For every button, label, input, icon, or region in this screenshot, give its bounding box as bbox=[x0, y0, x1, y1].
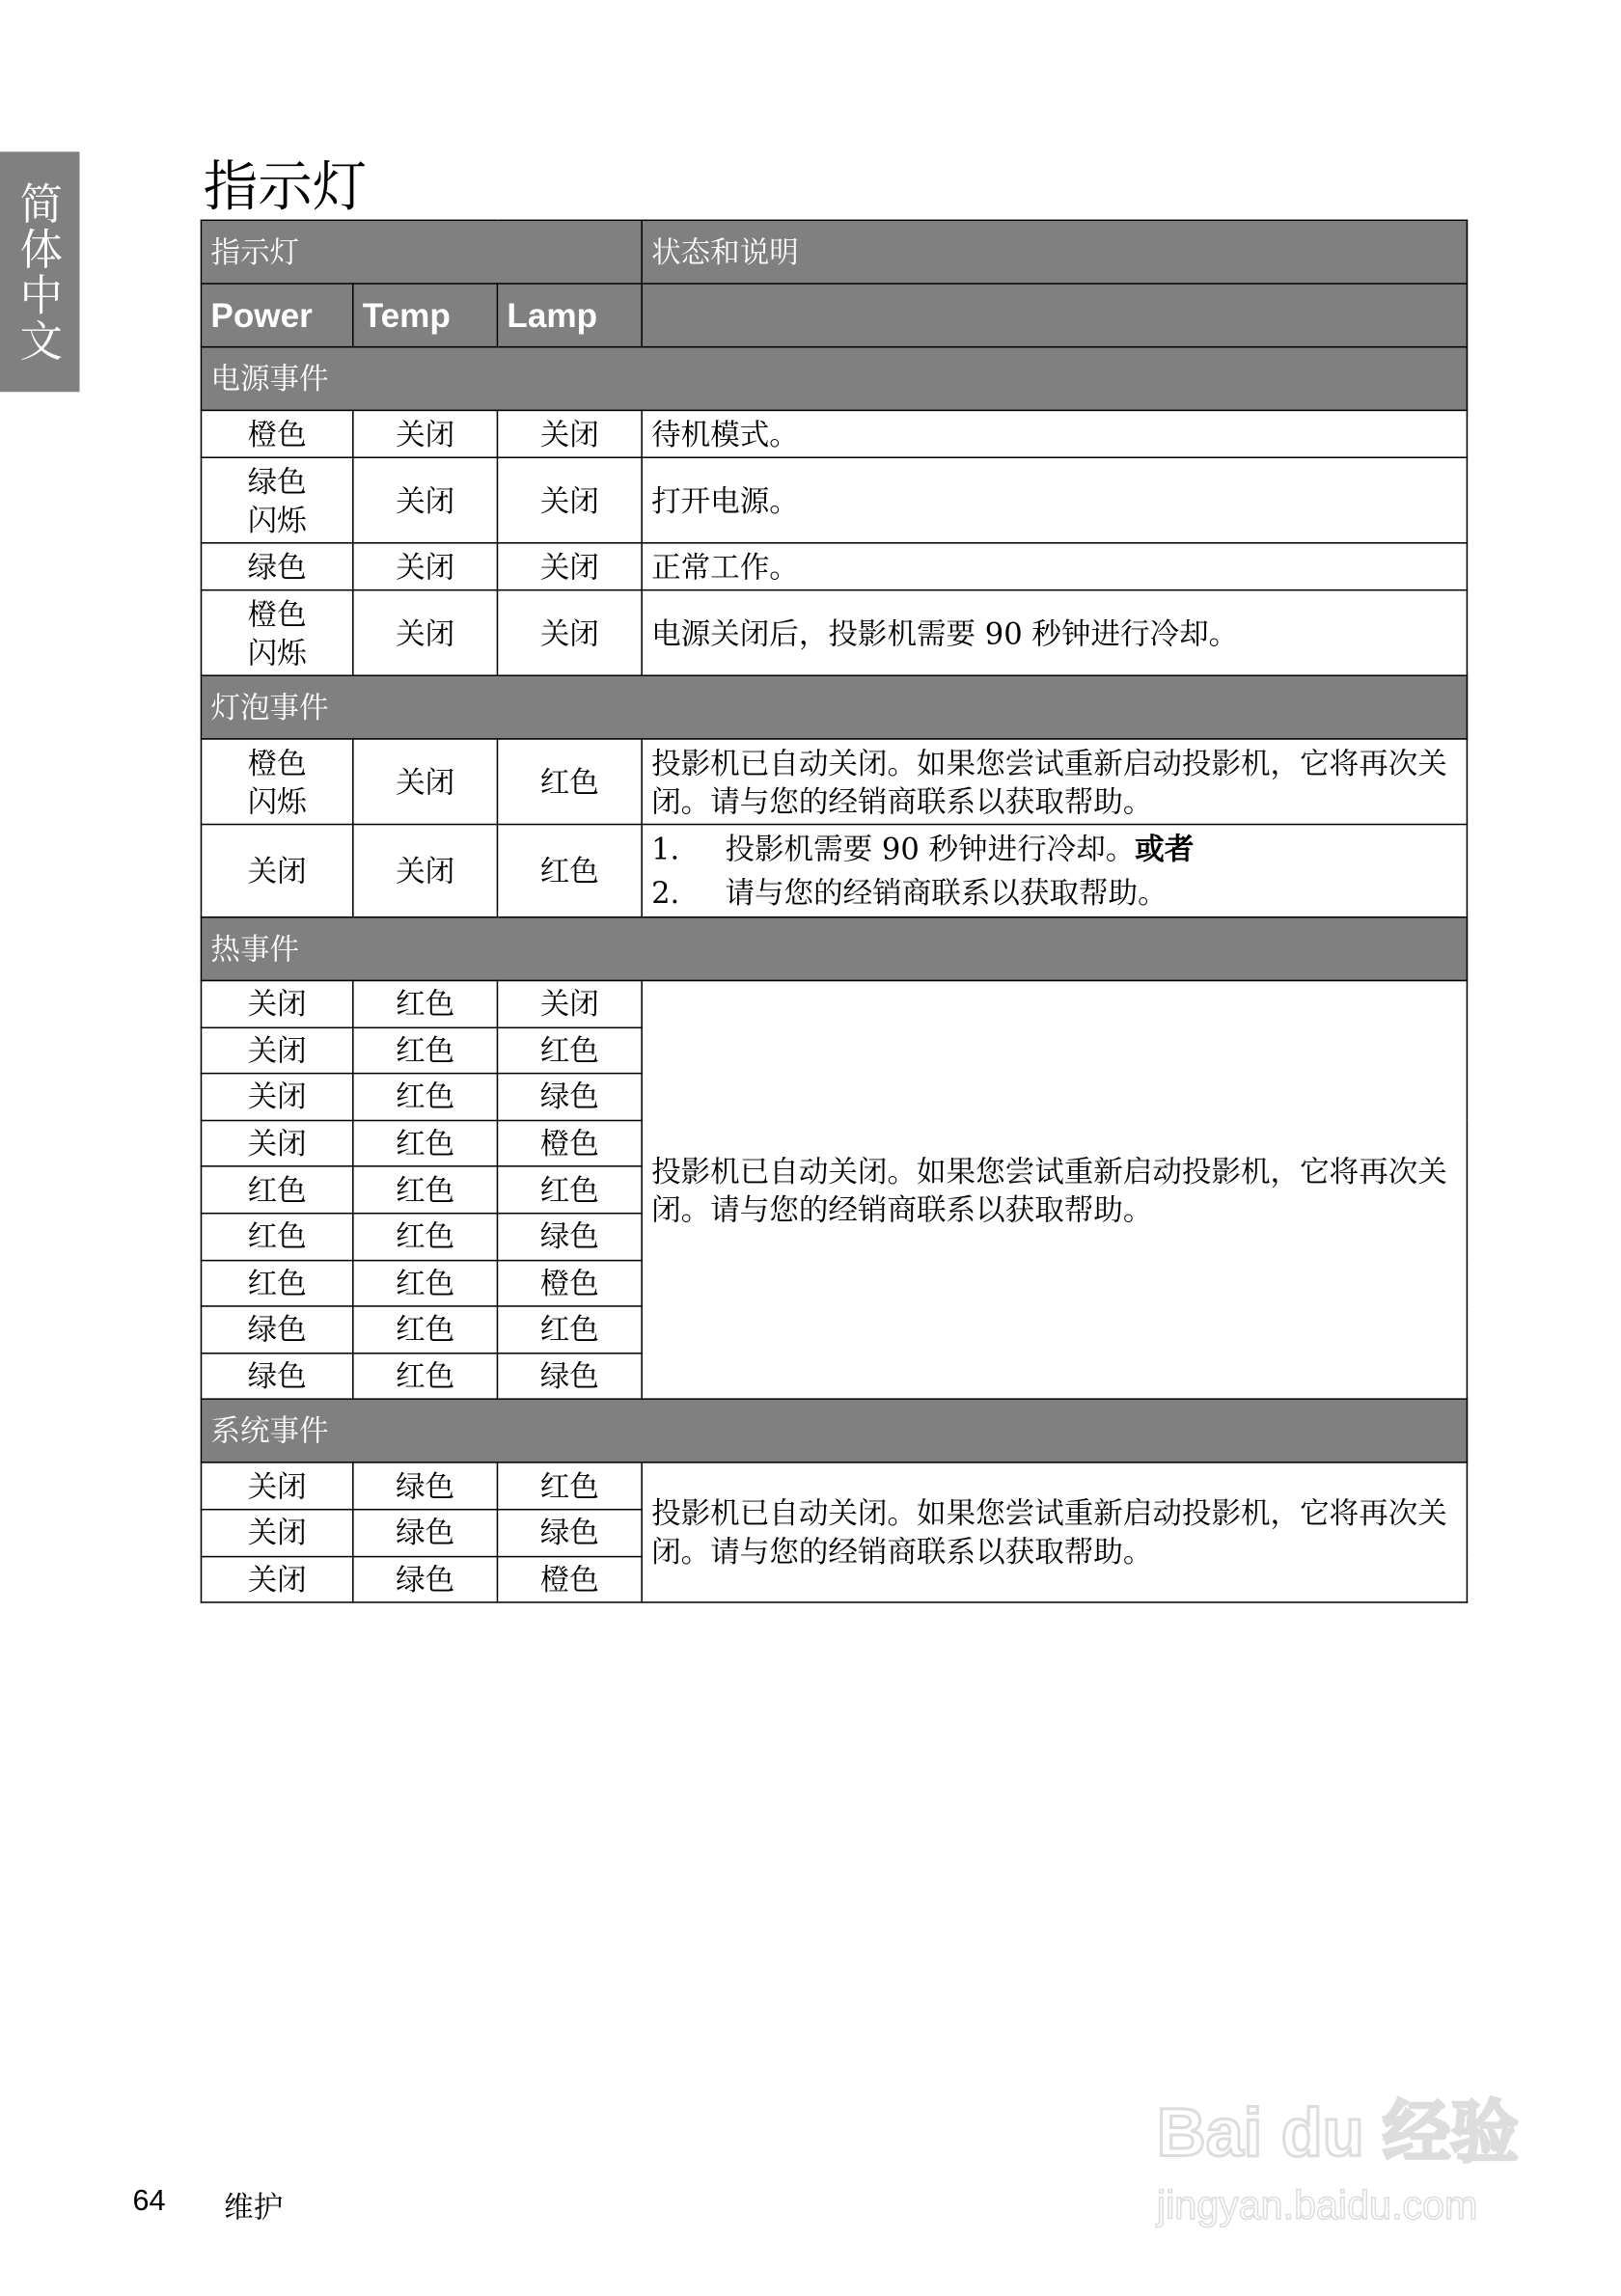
lamp-cell: 橙色 bbox=[497, 1556, 642, 1602]
section-row bbox=[201, 675, 1467, 739]
power-cell: 红色 bbox=[201, 1166, 352, 1213]
power-cell-line: 闪烁 bbox=[247, 782, 307, 819]
temp-cell: 红色 bbox=[353, 980, 498, 1026]
power-cell: 绿色 bbox=[201, 1306, 352, 1353]
power-cell-line: 闪烁 bbox=[247, 502, 307, 537]
status-description: 正常工作。 bbox=[642, 543, 1467, 590]
lamp-cell: 橙色 bbox=[497, 1120, 642, 1166]
table-row bbox=[201, 457, 1467, 543]
lamp-cell: 绿色 bbox=[497, 1510, 642, 1556]
temp-cell: 关闭 bbox=[353, 457, 498, 543]
status-description: 打开电源。 bbox=[642, 457, 1467, 543]
temp-cell: 红色 bbox=[353, 1027, 498, 1074]
temp-cell: 绿色 bbox=[353, 1510, 498, 1556]
list-conjunction: 或者 bbox=[1135, 831, 1195, 867]
lamp-cell: 红色 bbox=[497, 825, 642, 917]
power-cell: 绿色 bbox=[201, 543, 352, 590]
temp-cell: 关闭 bbox=[353, 410, 498, 457]
temp-cell: 红色 bbox=[353, 1260, 498, 1306]
indicator-table bbox=[201, 220, 1468, 1603]
temp-cell: 红色 bbox=[353, 1120, 498, 1166]
lamp-cell: 红色 bbox=[497, 739, 642, 825]
section-row bbox=[201, 1400, 1467, 1463]
lamp-cell: 红色 bbox=[497, 1027, 642, 1074]
baidu-watermark bbox=[1157, 2092, 1519, 2231]
watermark-url: jingyan.baidu.com bbox=[1156, 2183, 1478, 2228]
lamp-cell: 关闭 bbox=[497, 457, 642, 543]
header-power-label: Power bbox=[210, 295, 313, 334]
table-row bbox=[201, 980, 1467, 1026]
page-number: 64 bbox=[132, 2184, 166, 2218]
header-row bbox=[201, 220, 1467, 284]
list-number: 1. bbox=[651, 831, 680, 867]
section-title: 灯泡事件 bbox=[201, 675, 1467, 739]
lamp-cell: 关闭 bbox=[497, 410, 642, 457]
status-description: 电源关闭后，投影机需要 90 秒钟进行冷却。 bbox=[642, 590, 1467, 676]
lamp-cell: 绿色 bbox=[497, 1353, 642, 1399]
power-cell: 关闭 bbox=[201, 825, 352, 917]
lamp-cell: 橙色 bbox=[497, 1260, 642, 1306]
status-description: 待机模式。 bbox=[642, 410, 1467, 457]
lamp-cell: 红色 bbox=[497, 1306, 642, 1353]
section-row bbox=[201, 347, 1467, 411]
lamp-cell: 绿色 bbox=[497, 1074, 642, 1120]
section-title: 电源事件 bbox=[201, 347, 1467, 411]
lamp-cell: 绿色 bbox=[497, 1214, 642, 1260]
temp-cell: 关闭 bbox=[353, 543, 498, 590]
power-cell: 关闭 bbox=[201, 1556, 352, 1602]
temp-cell: 红色 bbox=[353, 1353, 498, 1399]
power-cell-line: 橙色 bbox=[247, 595, 307, 632]
power-cell bbox=[201, 590, 352, 676]
power-cell: 关闭 bbox=[201, 1510, 352, 1556]
temp-cell: 关闭 bbox=[353, 590, 498, 676]
table-row bbox=[201, 543, 1467, 590]
footer-section: 维护 bbox=[224, 2189, 284, 2226]
header-lamp-label: Lamp bbox=[507, 295, 598, 334]
power-cell bbox=[201, 739, 352, 825]
section-title: 热事件 bbox=[201, 917, 1467, 981]
status-description: 投影机已自动关闭。如果您尝试重新启动投影机，它将再次关闭。请与您的经销商联系以获取帮助。 bbox=[642, 980, 1467, 1399]
power-cell: 关闭 bbox=[201, 1027, 352, 1074]
status-description bbox=[642, 825, 1467, 917]
header-power bbox=[201, 284, 352, 347]
power-cell: 关闭 bbox=[201, 1462, 352, 1509]
list-number: 2. bbox=[651, 875, 680, 911]
page-title: 指示灯 bbox=[203, 154, 368, 219]
status-description: 投影机已自动关闭。如果您尝试重新启动投影机，它将再次关闭。请与您的经销商联系以获取帮助。 bbox=[642, 739, 1467, 825]
header-blank bbox=[642, 284, 1467, 347]
section-title: 系统事件 bbox=[201, 1400, 1467, 1463]
header-indicator: 指示灯 bbox=[201, 220, 642, 284]
header-lamp bbox=[497, 284, 642, 347]
power-cell: 关闭 bbox=[201, 1120, 352, 1166]
table-row bbox=[201, 590, 1467, 676]
header-temp-label: Temp bbox=[362, 295, 451, 334]
power-cell: 橙色 bbox=[201, 410, 352, 457]
header-status: 状态和说明 bbox=[642, 220, 1467, 284]
power-cell bbox=[201, 457, 352, 543]
temp-cell: 绿色 bbox=[353, 1462, 498, 1509]
list-item bbox=[651, 827, 1457, 871]
power-cell: 红色 bbox=[201, 1260, 352, 1306]
status-description: 投影机已自动关闭。如果您尝试重新启动投影机，它将再次关闭。请与您的经销商联系以获取帮助。 bbox=[642, 1462, 1467, 1602]
list-text: 请与您的经销商联系以获取帮助。 bbox=[725, 875, 1168, 911]
lamp-cell: 关闭 bbox=[497, 543, 642, 590]
temp-cell: 红色 bbox=[353, 1166, 498, 1213]
power-cell-line: 绿色 bbox=[247, 463, 307, 499]
temp-cell: 关闭 bbox=[353, 739, 498, 825]
temp-cell: 红色 bbox=[353, 1306, 498, 1353]
status-list bbox=[651, 827, 1457, 916]
lamp-cell: 红色 bbox=[497, 1166, 642, 1213]
lamp-cell: 关闭 bbox=[497, 980, 642, 1026]
power-cell: 关闭 bbox=[201, 980, 352, 1026]
temp-cell: 红色 bbox=[353, 1214, 498, 1260]
language-tab: 简体中文 bbox=[0, 151, 79, 392]
table-row bbox=[201, 410, 1467, 457]
temp-cell: 关闭 bbox=[353, 825, 498, 917]
watermark-logo: Bai du 经验 bbox=[1156, 2093, 1519, 2171]
table-row bbox=[201, 739, 1467, 825]
lamp-cell: 红色 bbox=[497, 1462, 642, 1509]
power-cell-line: 橙色 bbox=[247, 745, 307, 780]
temp-cell: 绿色 bbox=[353, 1556, 498, 1602]
power-cell: 关闭 bbox=[201, 1074, 352, 1120]
power-cell: 红色 bbox=[201, 1214, 352, 1260]
header-temp bbox=[353, 284, 498, 347]
table-row bbox=[201, 825, 1467, 917]
list-item bbox=[651, 871, 1457, 916]
temp-cell: 红色 bbox=[353, 1074, 498, 1120]
section-row bbox=[201, 917, 1467, 981]
lamp-cell: 关闭 bbox=[497, 590, 642, 676]
power-cell-line: 闪烁 bbox=[247, 634, 307, 670]
list-text: 投影机需要 90 秒钟进行冷却。 bbox=[725, 831, 1136, 867]
header-row bbox=[201, 284, 1467, 347]
power-cell: 绿色 bbox=[201, 1353, 352, 1399]
table-row bbox=[201, 1462, 1467, 1509]
